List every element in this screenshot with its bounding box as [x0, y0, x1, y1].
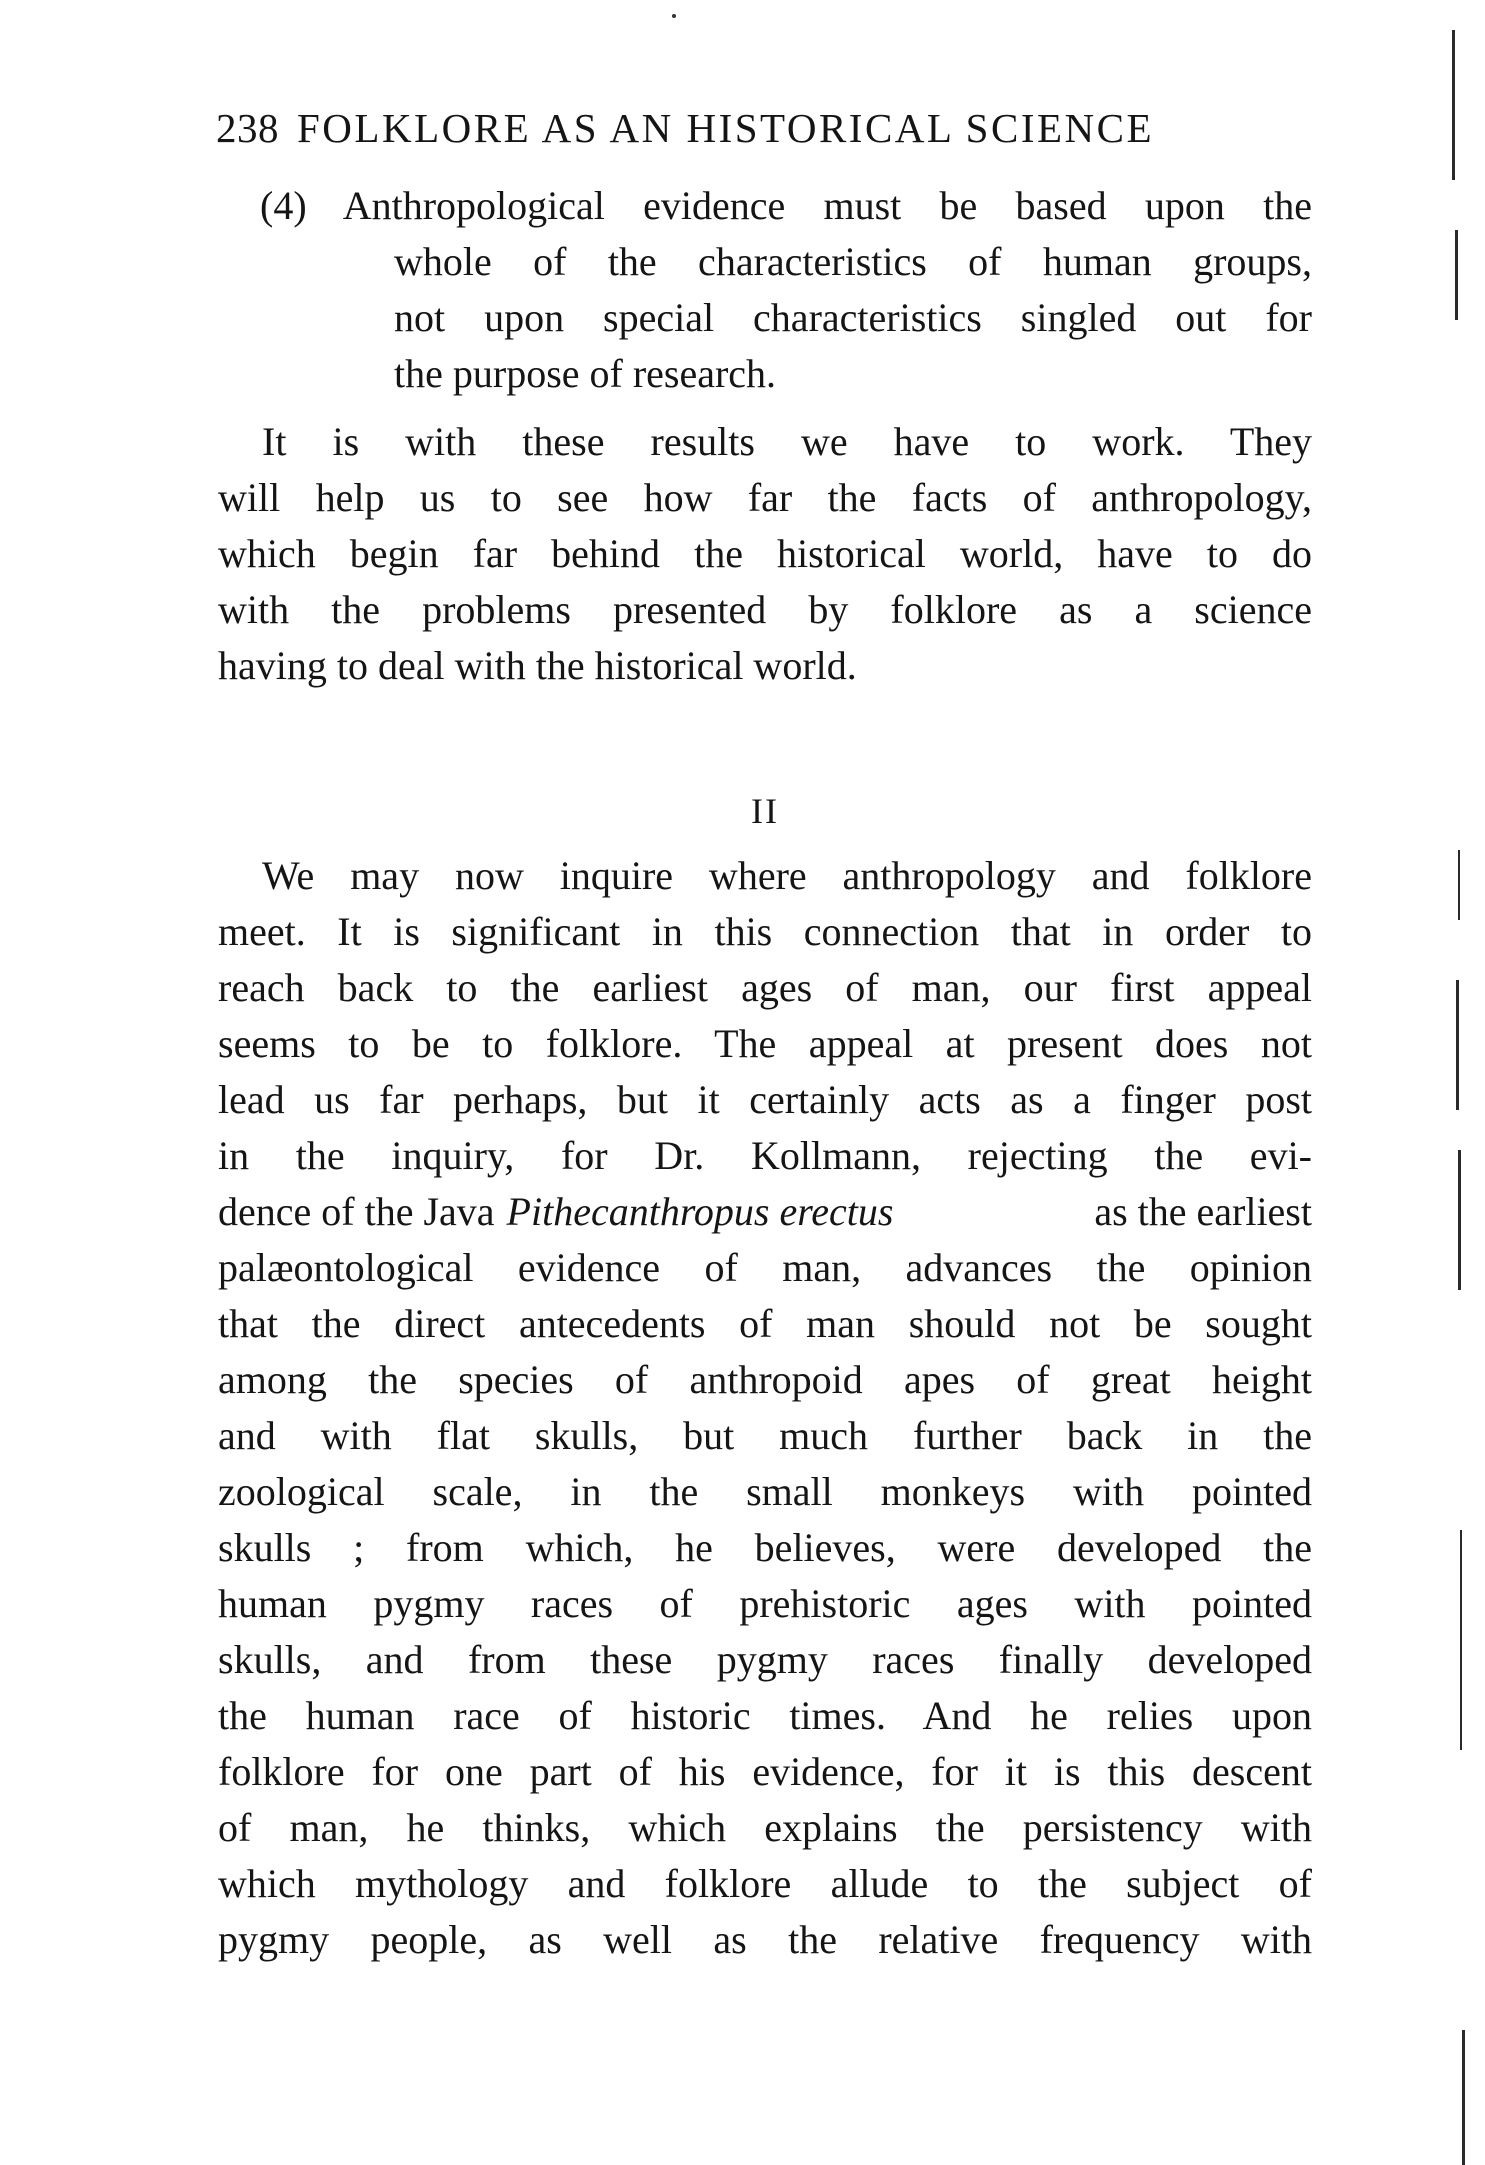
scan-edge-mark — [1458, 850, 1460, 920]
paragraph-line: skulls ; from which, he believes, were developed the — [218, 1525, 1312, 1570]
paragraph-line: We may now inquire where anthropology and folklore — [262, 853, 1312, 898]
paragraph-line: among the species of anthropoid apes of great height — [218, 1357, 1312, 1402]
paragraph-line: seems to be to folklore. The appeal at present does not — [218, 1021, 1312, 1066]
italic-species-name: Pithecanthropus erectus — [506, 1189, 894, 1234]
paragraph-line: lead us far perhaps, but it certainly acts as a finger post — [218, 1077, 1312, 1122]
paragraph-line: in the inquiry, for Dr. Kollmann, rejecting the evi- — [218, 1133, 1312, 1178]
running-header — [216, 104, 1256, 152]
paragraph-line: pygmy people, as well as the relative frequency with — [218, 1917, 1312, 1962]
list-item-line: whole of the characteristics of human groups, — [394, 239, 1312, 284]
paragraph-line: which begin far behind the historical world, have to do — [218, 531, 1312, 576]
paragraph-line: will help us to see how far the facts of anthropology, — [218, 475, 1312, 520]
paragraph-line: having to deal with the historical world. — [218, 643, 857, 688]
paragraph-line: human pygmy races of prehistoric ages with pointed — [218, 1581, 1312, 1626]
paragraph-line: zoological scale, in the small monkeys with pointed — [218, 1469, 1312, 1514]
paragraph-line: of man, he thinks, which explains the persistency with — [218, 1805, 1312, 1850]
paragraph-line: skulls, and from these pygmy races finally developed — [218, 1637, 1312, 1682]
list-item-line: not upon special characteristics singled out for — [394, 295, 1312, 340]
scan-edge-mark — [1460, 1530, 1462, 1750]
list-item-line: (4) Anthropological evidence must be based upon the — [260, 183, 1312, 228]
scan-edge-mark — [1455, 230, 1458, 320]
section-heading: II — [751, 791, 779, 831]
paragraph-line: that the direct antecedents of man should not be sought — [218, 1301, 1312, 1346]
list-item-line: the purpose of research. — [394, 351, 777, 396]
scan-edge-mark — [1458, 1150, 1461, 1290]
paragraph-line: meet. It is significant in this connection that in order to — [218, 909, 1312, 954]
paragraph-line: palæontological evidence of man, advances the opinion — [218, 1245, 1312, 1290]
scan-edge-mark — [1456, 980, 1459, 1110]
paragraph-line-with-italic — [218, 1189, 1312, 1234]
paragraph-line: It is with these results we have to work. They — [262, 419, 1312, 464]
running-title: FOLKLORE AS AN HISTORICAL SCIENCE — [297, 105, 1155, 151]
paragraph-line: folklore for one part of his evidence, for it is this descent — [218, 1749, 1312, 1794]
paragraph-line: with the problems presented by folklore as a science — [218, 587, 1312, 632]
text-span: as the earliest — [1094, 1189, 1312, 1234]
scan-edge-mark — [1452, 30, 1455, 180]
paragraph-line: which mythology and folklore allude to the subject of — [218, 1861, 1312, 1906]
text-span: dence of the Java — [218, 1189, 495, 1234]
paragraph-line: reach back to the earliest ages of man, our first appeal — [218, 965, 1312, 1010]
page-number: 238 — [216, 105, 279, 151]
paragraph-line: and with flat skulls, but much further back in the — [218, 1413, 1312, 1458]
scan-speck — [672, 14, 676, 18]
paragraph-line: the human race of historic times. And he relies upon — [218, 1693, 1312, 1738]
scan-edge-mark — [1462, 2030, 1465, 2165]
